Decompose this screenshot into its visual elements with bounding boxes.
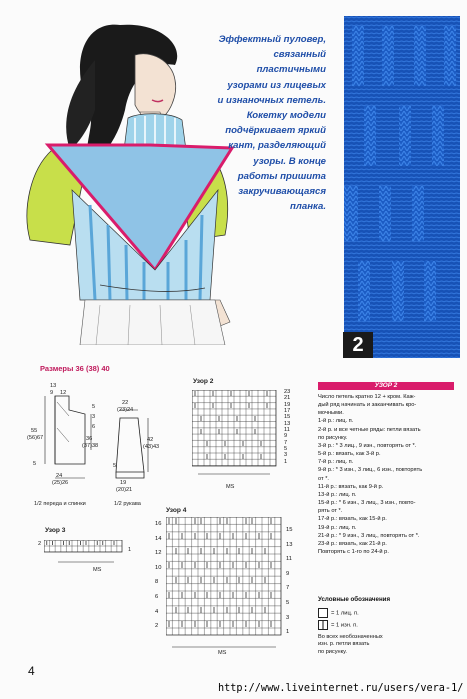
front-caption: 1/2 переда и спинки (34, 501, 86, 507)
intro-text (200, 32, 326, 214)
row-number: 13 (286, 541, 293, 548)
instruction-line: по рисунку. (318, 434, 348, 441)
knit-swatch-photo (344, 16, 460, 358)
footer-url-link[interactable]: http://www.liveinternet.ru/users/vera-1/ (218, 683, 464, 694)
sizes-label: Размеры (40, 364, 74, 373)
dim-label: 42 (147, 437, 154, 443)
row-number: 21 (284, 395, 291, 402)
uzor2-title: Узор 2 (193, 378, 214, 385)
uzor4-left-rows (155, 517, 161, 634)
uzor3-title: Узор 3 (45, 527, 66, 534)
intro-line: узоры. В конце (253, 155, 326, 167)
dim-label: (23)24 (117, 407, 134, 413)
row-number: 10 (155, 564, 162, 571)
instruction-line: 17-й р.: вязать, как 15-й р. (318, 516, 387, 523)
row-number: 15 (284, 414, 291, 421)
instruction-line: 2-й р. и все четные ряды: петли вязать (318, 426, 421, 433)
sizes-value: 36 (38) 40 (75, 364, 110, 373)
dim-label: (43)43 (143, 444, 160, 450)
dim-label: 19 (120, 480, 127, 486)
dim-label: 5 (33, 461, 37, 467)
instruction-line: мочными. (318, 410, 344, 417)
sizes-line (40, 364, 110, 373)
legend-note (318, 634, 383, 656)
page-number: 4 (28, 664, 35, 678)
row-number: 15 (286, 527, 293, 533)
knit-symbol-icon (318, 608, 328, 618)
legend-note-line: Во всех необозначенных (318, 634, 383, 640)
intro-line: и изнаночных петель. (217, 94, 326, 106)
instruction-line: Повторять с 1-го по 24-й р. (318, 548, 389, 555)
row-number: 2 (38, 541, 42, 547)
instruction-line: 11-й р.: вязать, как 9-й р. (318, 483, 384, 490)
row-number: 1 (284, 458, 288, 465)
uzor2-grid (192, 390, 282, 482)
row-number: 2 (155, 623, 159, 630)
row-number: 5 (286, 599, 290, 606)
dim-label: (20)21 (116, 487, 133, 493)
intro-line: Эффектный пуловер, (218, 34, 326, 45)
instruction-line: 13-й р.: лиц. п. (318, 491, 357, 498)
row-number: 19 (284, 401, 291, 408)
row-number: 5 (284, 446, 288, 453)
dim-label: 24 (56, 473, 63, 479)
instruction-line: 15-й р.: * 6 изн., 3 лиц., 3 изн., повто- (318, 500, 416, 507)
row-number: 23 (284, 389, 291, 395)
photo-number-badge: 2 (343, 332, 373, 358)
dim-label: (37)38 (82, 443, 99, 449)
legend-note-line: по рисунку. (318, 648, 347, 655)
instructions-title: УЗОР 2 (374, 382, 398, 389)
row-number: 1 (286, 629, 290, 636)
intro-line: Кокетку модели (246, 110, 326, 122)
uzor4-ms: MS (218, 650, 227, 656)
dim-label: 5 (113, 463, 117, 469)
row-number: 11 (286, 556, 293, 563)
row-number: 7 (286, 585, 290, 592)
dim-label: 22 (122, 400, 129, 406)
row-number: 12 (155, 550, 162, 557)
row-number: 3 (286, 614, 290, 621)
dim-label: 5 (92, 404, 96, 410)
intro-line: узорами из лицевых (227, 79, 326, 91)
dim-label: 9 (50, 390, 54, 396)
row-number: 13 (284, 420, 291, 427)
uzor3-grid (44, 540, 126, 570)
instruction-line: дый ряд начинать и заканчивать кро- (318, 402, 417, 409)
uzor4-right-rows (286, 523, 292, 640)
instruction-line: 3-й р.: * 3 лиц., 9 изн., повторять от *. (318, 442, 417, 449)
instruction-line: 23-й р.: вязать, как 21-й р. (318, 540, 387, 547)
uzor2-ms: MS (226, 484, 235, 490)
instruction-line: 5-й р.: вязать, как 3-й р. (318, 451, 381, 458)
instruction-line: от *. (318, 475, 330, 482)
dim-label: (25)26 (52, 480, 69, 486)
intro-line: работы пришита (237, 170, 326, 182)
row-number: 14 (155, 535, 162, 542)
purl-symbol-icon (318, 620, 328, 630)
row-number: 3 (284, 452, 288, 459)
intro-line: закручивающаяся (238, 186, 326, 198)
instruction-line: 1-й р.: лиц. п. (318, 418, 354, 425)
row-number: 9 (286, 570, 290, 577)
intro-line: кант, разделяющий (228, 140, 326, 152)
legend-item-label: = 1 изн. п. (331, 622, 358, 629)
dim-label: 36 (86, 436, 93, 442)
intro-line: планка. (290, 201, 326, 213)
uzor2-row-numbers (284, 389, 290, 465)
row-number: 17 (284, 408, 291, 415)
sleeve-caption: 1/2 рукава (114, 501, 141, 507)
row-number: 16 (155, 521, 162, 527)
row-number: 11 (284, 427, 290, 434)
intro-line: связанный (273, 49, 326, 61)
uzor4-title: Узор 4 (166, 507, 187, 514)
row-number: 7 (284, 439, 288, 446)
instruction-line: 19-й р.: лиц. п. (318, 524, 357, 531)
instruction-line: 21-й р.: * 9 изн., 3 лиц., повторять от *. (318, 532, 420, 539)
uzor4-grid (166, 517, 284, 657)
intro-line: пластичными (256, 64, 326, 76)
legend-title: Условные обозначения (318, 596, 391, 603)
intro-line: подчёркивает яркий (225, 125, 326, 137)
dim-label: 55 (31, 428, 38, 434)
row-number: 9 (284, 433, 288, 440)
dim-label: 12 (60, 390, 67, 396)
dim-label: 3 (92, 414, 96, 420)
instruction-line: рять от *. (318, 508, 343, 515)
dim-label: (56)67 (27, 435, 44, 441)
legend-item-purl (318, 620, 358, 630)
row-number: 1 (128, 547, 132, 553)
dim-label: 13 (50, 383, 57, 389)
instructions-text (318, 393, 456, 556)
uzor3-ms: MS (93, 567, 102, 573)
legend-item-knit (318, 608, 359, 618)
instruction-line: Число петель кратно 12 + кром. Каж- (318, 394, 416, 400)
legend-item-label: = 1 лиц. п. (331, 610, 359, 617)
legend-note-line: изн. р. петли вязать (318, 641, 370, 648)
dim-label: 6 (92, 424, 96, 430)
instruction-line: 9-й р.: * 3 изн., 3 лиц., 6 изн., повторять (318, 467, 423, 474)
row-number: 8 (155, 579, 159, 586)
row-number: 4 (155, 608, 159, 615)
instruction-line: 7-й р.: лиц. п. (318, 459, 354, 466)
row-number: 6 (155, 593, 159, 600)
